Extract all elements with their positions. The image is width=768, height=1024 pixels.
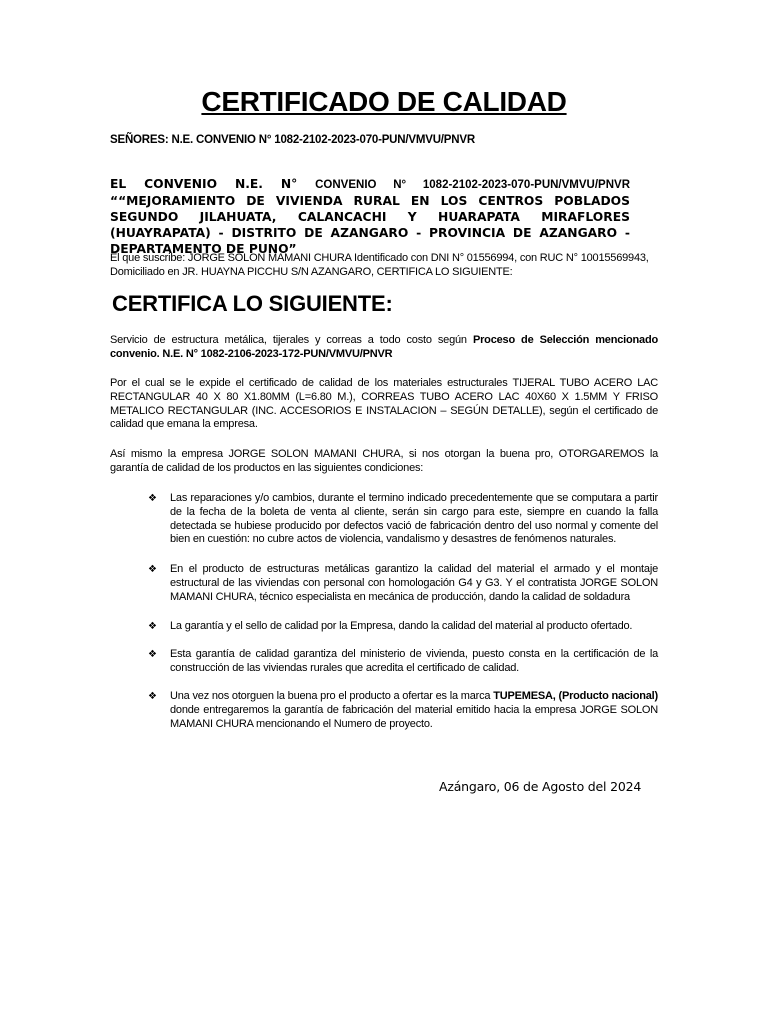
list-item-text: La garantía y el sello de calidad por la Empresa, dando la calidad del material al producto ofertado. <box>170 620 633 632</box>
servicio-text: Servicio de estructura metálica, tijerales y correas a todo costo según <box>110 334 473 346</box>
list-item-text <box>170 690 658 731</box>
list-item-text: En el producto de estructuras metálicas garantizo la calidad del material el armado y el montaje estructural de las viviendas con personal con homologación G4 y G3. Y el contratista JORGE SOLON MAMANI CHURA, técnico especialista en mecánica de producción, dando la calidad de soldadura <box>170 563 658 603</box>
suscribe-paragraph: El que suscribe: JORGE SOLON MAMANI CHURA Identificado con DNI N° 01556994, con RUC N° 10015569943, Domiciliado en JR. HUAYNA PICCHU S/N AZANGARO, CERTIFICA LO SIGUIENTE: <box>110 252 649 278</box>
date-line: Azángaro, 06 de Agosto del 2024 <box>439 779 642 794</box>
diamond-bullet-icon: ❖ <box>148 564 157 575</box>
recipient-line: SEÑORES: N.E. CONVENIO N° 1082-2102-2023-070-PUN/VMVU/PNVR <box>110 134 475 146</box>
diamond-bullet-icon: ❖ <box>148 493 157 504</box>
servicio-bold: Proceso de Selección mencionado convenio. N.E. N° 1082-2106-2023-172-PUN/VMVU/PNVR <box>110 334 659 360</box>
list-item-text: Esta garantía de calidad garantiza del ministerio de vivienda, puesto consta en la certificación de la construcción de las viviendas rurales que acredita el certificado de calidad. <box>170 648 658 674</box>
list-item-text-before: Una vez nos otorguen la buena pro el producto a ofertar es la marca <box>170 690 494 702</box>
list-item-text-after: donde entregaremos la garantía de fabricación del material emitido hacia la empresa JORGE SOLON MAMANI CHURA mencionando el Numero de proyecto. <box>170 703 658 730</box>
diamond-bullet-icon: ❖ <box>148 649 157 660</box>
convenio-number: CONVENIO N° 1082-2102-2023-070-PUN/VMVU/PNVR <box>315 179 630 191</box>
list-item-text: Las reparaciones y/o cambios, durante el termino indicado precedentemente que se computara a partir de la fecha de la boleta de venta al cliente, serán sin cargo para este, siempre en cuando la falla detectada se hubiese producido por defectos vació de fabricación dentro del uso normal y comente del bien en cuestión: no cubre actos de violencia, vandalismo y desastres de fenómenos naturales. <box>170 492 658 546</box>
convenio-project: ““MEJORAMIENTO DE VIVIENDA RURAL EN LOS CENTROS POBLADOS SEGUNDO JILAHUATA, CALANCACHI Y HUARAPATA MIRAFLORES (HUAYRAPATA) - DISTRITO DE AZANGARO - PROVINCIA DE AZANGARO - DEPARTAMENTO DE PUNO” <box>110 194 630 256</box>
convenio-lead: EL CONVENIO N.E. N° <box>110 177 298 191</box>
brand-name: TUPEMESA, (Producto nacional) <box>493 690 658 702</box>
diamond-bullet-icon: ❖ <box>148 691 157 702</box>
asimismo-paragraph: Así mismo la empresa JORGE SOLON MAMANI CHURA, si nos otorgan la buena pro, OTORGAREMOS la garantía de calidad de los productos en las siguientes condiciones: <box>110 448 658 474</box>
convenio-paragraph <box>110 176 630 257</box>
servicio-paragraph <box>110 334 658 362</box>
section-heading: CERTIFICA LO SIGUIENTE: <box>112 291 393 316</box>
document-title: CERTIFICADO DE CALIDAD <box>201 86 567 117</box>
expide-paragraph: Por el cual se le expide el certificado de calidad de los materiales estructurales TIJERAL TUBO ACERO LAC RECTANGULAR 40 X 80 X1.80MM (L=6.80 M.), CORREAS TUBO ACERO LAC 40X60 X 1.5MM Y FRISO METALICO RECTANGULAR (INC. ACCESORIOS E INSTALACION – SEGÚN DETALLE), según el certificado de calidad que emana la empresa. <box>110 377 658 431</box>
diamond-bullet-icon: ❖ <box>148 621 157 632</box>
